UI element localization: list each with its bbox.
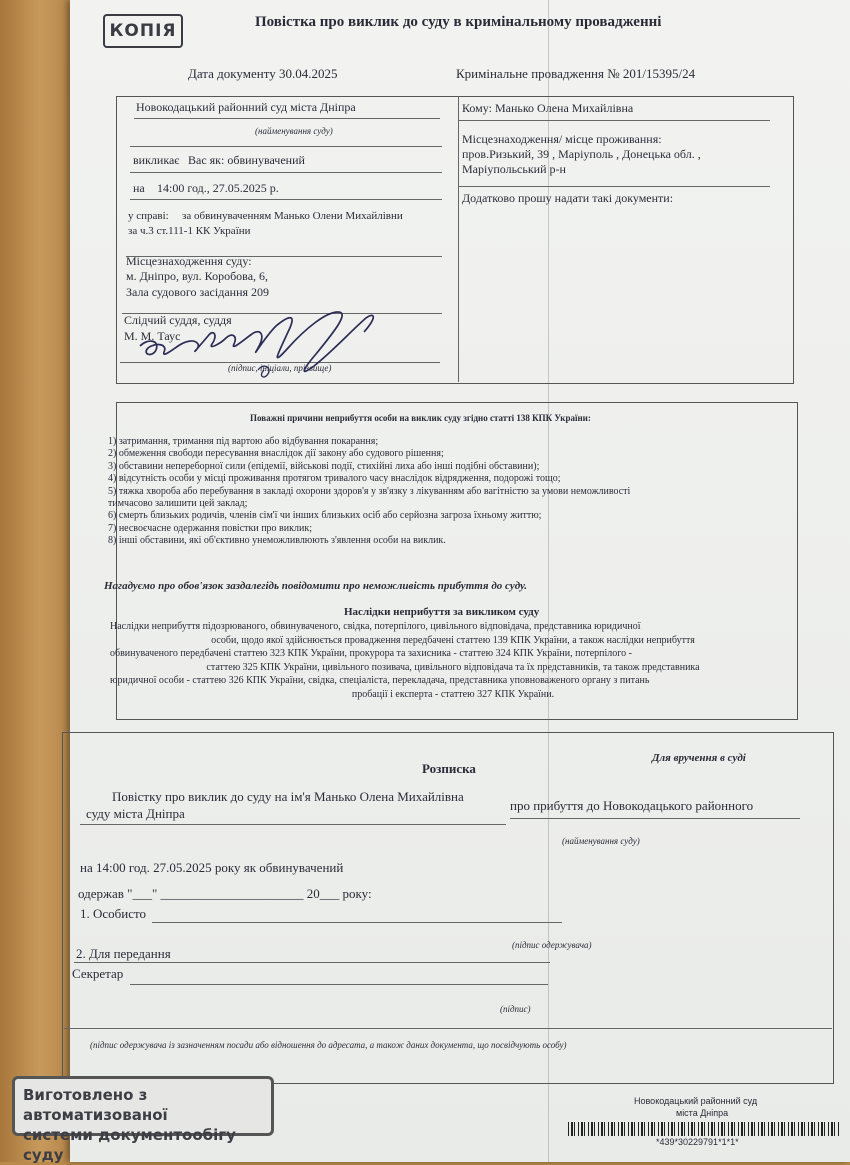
judge-signature [138, 308, 388, 388]
receipt-box [62, 732, 834, 1084]
consequences-line: юридичної особи - статтею 326 КПК України, свідка, спеціаліста, перекладача, представника уповноваженого органу з питань [110, 675, 650, 687]
reasons-list [108, 436, 630, 548]
for-court-label: Для вручення в суді [652, 752, 746, 764]
consequences-line: пробації і експерта - статтею 327 КПК України. [351, 688, 555, 700]
reason-item: 8) інші обставини, які об'єктивно унеможливлюють з'явлення особи на виклик. [108, 535, 446, 547]
secretary-label: Секретар [72, 966, 124, 981]
consequences-text [110, 620, 796, 702]
signature-caption: (підпис, ініціали, прізвище) [228, 363, 332, 373]
automation-stamp [12, 1076, 274, 1164]
reason-item: 4) відсутність особи у місці проживання протягом тривалого часу внаслідок відрядження, подорожі тощо; [108, 473, 561, 485]
receipt-footer: (підпис одержувача із зазначенням посади або відношення до адресата, а також даних документа, що посвідчують особу) [90, 1040, 567, 1050]
recipient-name: Кому: Манько Олена Михайлівна [462, 101, 634, 115]
reasons-title: Поважні причини неприбуття особи на виклик суду згідно статті 138 КПК України: [250, 413, 591, 423]
court-location-label: Місцезнаходження суду: [126, 254, 252, 268]
document-date: Дата документу 30.04.2025 [188, 66, 338, 81]
case-label: у справі: [128, 210, 169, 222]
barcode [568, 1122, 840, 1136]
courtroom: Зала судового засідання 209 [126, 285, 270, 299]
copy-stamp: КОПІЯ [103, 14, 183, 48]
court-caption: (найменування суду) [255, 126, 333, 136]
address-line-2: Маріупольський р-н [462, 162, 566, 176]
time-label: на [133, 181, 145, 195]
judge-label: Слідчий суддя, суддя [124, 313, 232, 327]
address-label: Місцезнаходження/ місце проживання: [462, 132, 662, 146]
reason-item: 1) затримання, тримання під вартою або відбування покарання; [108, 436, 379, 447]
address-line-1: пров.Ризький, 39 , Маріуполь , Донецька обл. , [462, 147, 701, 161]
summons-value: Вас як: обвинувачений [188, 153, 305, 167]
consequences-line: Наслідки неприбуття підозрюваного, обвинуваченого, свідка, потерпілого, цивільного відповідача, представника юридичної [110, 621, 641, 632]
secretary-signature-caption: (підпис) [500, 1004, 531, 1014]
receipt-court-caption: (найменування суду) [562, 836, 640, 846]
summons-label: викликає [133, 153, 180, 167]
documents-request: Додатково прошу надати такі документи: [462, 191, 674, 205]
personally-label: 1. Особисто [80, 906, 147, 921]
case-article: за ч.3 ст.111-1 КК України [128, 225, 251, 237]
consequences-line: особи, щодо якої здійснюється провадження передбачені статтею 139 КПК України, а також наслідки неприбуття [211, 634, 695, 646]
reason-item: 2) обмеження свободи пересування внаслідок дії закону або судового рішення; [108, 448, 444, 460]
received-date: одержав "___" ______________________ 20___ року: [78, 886, 372, 901]
consequences-line: обвинуваченого передбачені статтею 323 КПК України, прокурора та захисника - статтею 324 КПК України, потерпілого - [110, 648, 632, 660]
automation-stamp-line: системи документообігу суду [23, 1126, 236, 1164]
hearing-time: 14:00 год., 27.05.2025 р. [157, 181, 279, 195]
case-value: за обвинуваченням Манько Олени Михайлівни [182, 210, 403, 222]
court-name: Новокодацький районний суд міста Дніпра [136, 100, 356, 114]
receipt-line-1: Повістку про виклик до суду на ім'я Манько Олена Михайлівна [112, 789, 464, 804]
consequences-line: статтею 325 КПК України, цивільного позивача, цивільного відповідача та їх представників, та також представника [206, 661, 700, 673]
receipt-destination: про прибуття до Новокодацького районного [510, 798, 754, 813]
case-number: Кримінальне провадження № 201/15395/24 [456, 66, 696, 81]
reason-item: 7) несвоєчасне одержання повістки про виклик; [108, 522, 312, 534]
transfer-label: 2. Для передання [76, 946, 171, 961]
consequences-title: Наслідки неприбуття за викликом суду [344, 606, 540, 618]
notice-text: Нагадуємо про обов'язок заздалегідь повідомити про неможливість прибуття до суду. [104, 580, 527, 592]
document-title: Повістка про виклик до суду в кримінальному провадженні [255, 14, 662, 30]
receipt-court: суду міста Дніпра [86, 806, 185, 821]
receipt-time: на 14:00 год. 27.05.2025 року як обвинувачений [80, 860, 344, 875]
recipient-signature-caption: (підпис одержувача) [512, 940, 592, 950]
form-divider [458, 96, 459, 382]
court-address: м. Дніпро, вул. Коробова, 6, [126, 269, 269, 283]
automation-stamp-line: Виготовлено з автоматизованої [23, 1086, 168, 1124]
judge-name: М. М. Таус [124, 329, 181, 343]
footer-court: Новокодацький районний суд [634, 1096, 758, 1106]
reason-item: 6) смерть близьких родичів, членів сім'ї чи інших близьких осіб або серйозна загроза їхньому життю; [108, 510, 542, 522]
reason-item: 5) тяжка хвороба або перебування в закладі охорони здоров'я у зв'язку з лікуванням або вагітністю за умови неможливості [108, 485, 631, 497]
receipt-title: Розписка [422, 761, 476, 776]
footer-city: міста Дніпра [676, 1108, 729, 1118]
reason-item: тимчасово залишити цей заклад; [108, 498, 248, 510]
reason-item: 3) обставини непереборної сили (епідемії, військові події, стихійні лиха або інші подібні обставини); [108, 460, 540, 472]
barcode-number: *439*30229791*1*1* [656, 1137, 739, 1147]
